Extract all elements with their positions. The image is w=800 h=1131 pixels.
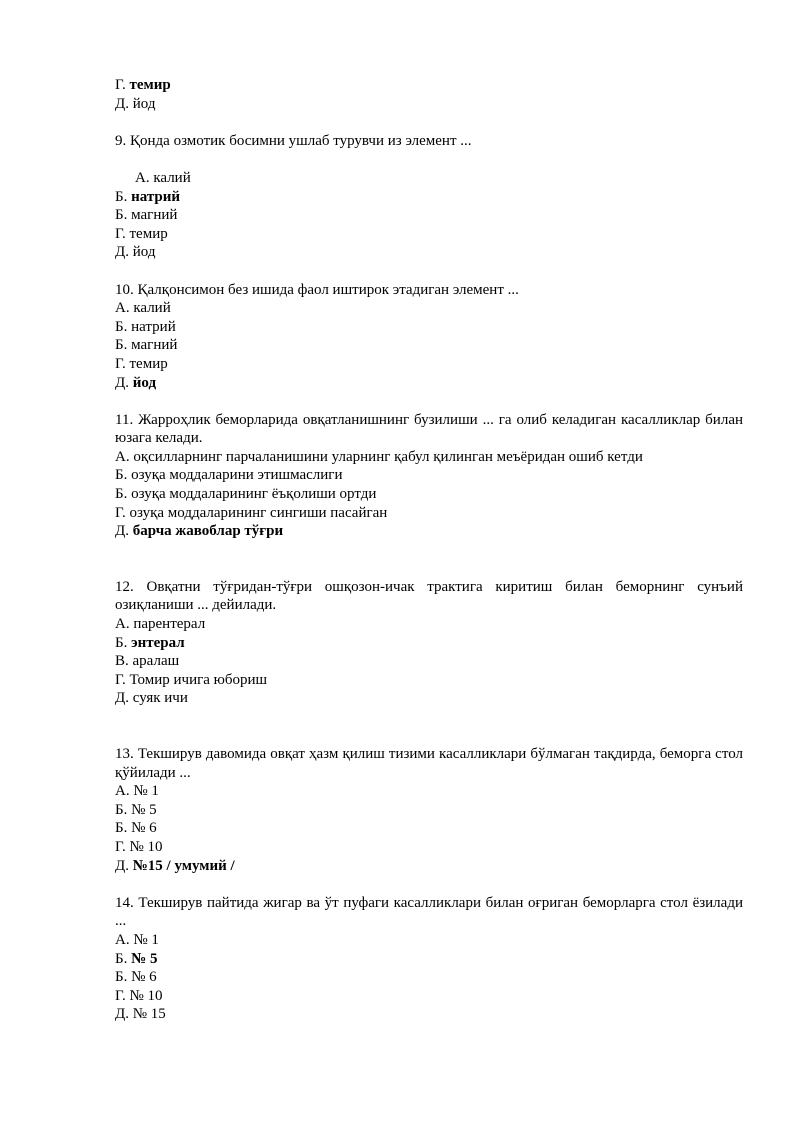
option-line: А. калий [115,300,171,317]
option-line: Б. натрий [115,318,176,335]
question-13: 13. Текширув давомида овқат ҳазм қилиш тизими касалликлари бўлмаган тақдирда, беморга стол қўйилади ... [115,746,743,781]
option-line: В. аралаш [115,653,180,670]
option-line: Б. энтерал [115,634,185,651]
option-line: Д. йод [115,95,156,112]
option-line: Г. темир [115,225,168,242]
option-line: Б. озуқа моддаларини этишмаслиги [115,467,343,484]
option-line: Г. Томир ичига юбориш [115,671,268,688]
option-line: Б. № 6 [115,969,157,986]
option-line: Г. озуқа моддаларининг сингиши пасайган [115,504,388,521]
question-14: 14. Текширув пайтида жигар ва ўт пуфаги касалликлари билан оғриган беморларга стол ёзилади ... [115,894,743,930]
option-line: Г. № 10 [115,838,163,855]
option-line: Г. № 10 [115,987,163,1004]
question-12: 12. Овқатни тўғридан-тўғри ошқозон-ичак трактига киритиш билан беморнинг сунъий озиқланиши ... дейилади. [115,578,743,614]
option-line: Д. йод [115,244,156,261]
option-line: Г. темир [115,355,168,372]
option-line: А. парентерал [115,616,206,633]
option-line: Д. йод [115,374,157,391]
option-line: Б. № 5 [115,801,157,818]
option-line: Д. барча жавоблар тўғри [115,523,284,540]
question-10: 10. Қалқонсимон без ишида фаол иштирок этадиган элемент ... [115,281,519,298]
option-line: Д. суяк ичи [115,690,188,707]
option-line: Б. № 5 [115,950,158,967]
option-line: Б. № 6 [115,820,157,837]
option-line: Д. №15 / умумий / [115,857,235,874]
option-line: Б. магний [115,337,178,354]
option-line: Г. темир [115,77,171,93]
option-line: А. оқсилларнинг парчаланишини уларнинг қабул қилинган меъёридан ошиб кетди [115,448,643,465]
option-line: Б. озуқа моддаларининг ёъқолиши ортди [115,486,377,503]
document-page [115,76,743,1024]
question-9: 9. Қонда озмотик босимни ушлаб турувчи из элемент ... [115,132,472,149]
option-line: Д. № 15 [115,1006,166,1023]
option-line: Б. магний [115,207,178,224]
question-11: 11. Жарроҳлик беморларида овқатланишнинг бузилиши ... га олиб келадиган касалликлар билан юзага келади. [115,411,743,447]
option-line: А. № 1 [115,783,159,800]
option-line: А. калий [135,169,191,186]
option-line: А. № 1 [115,931,159,948]
option-line: Б. натрий [115,188,181,205]
